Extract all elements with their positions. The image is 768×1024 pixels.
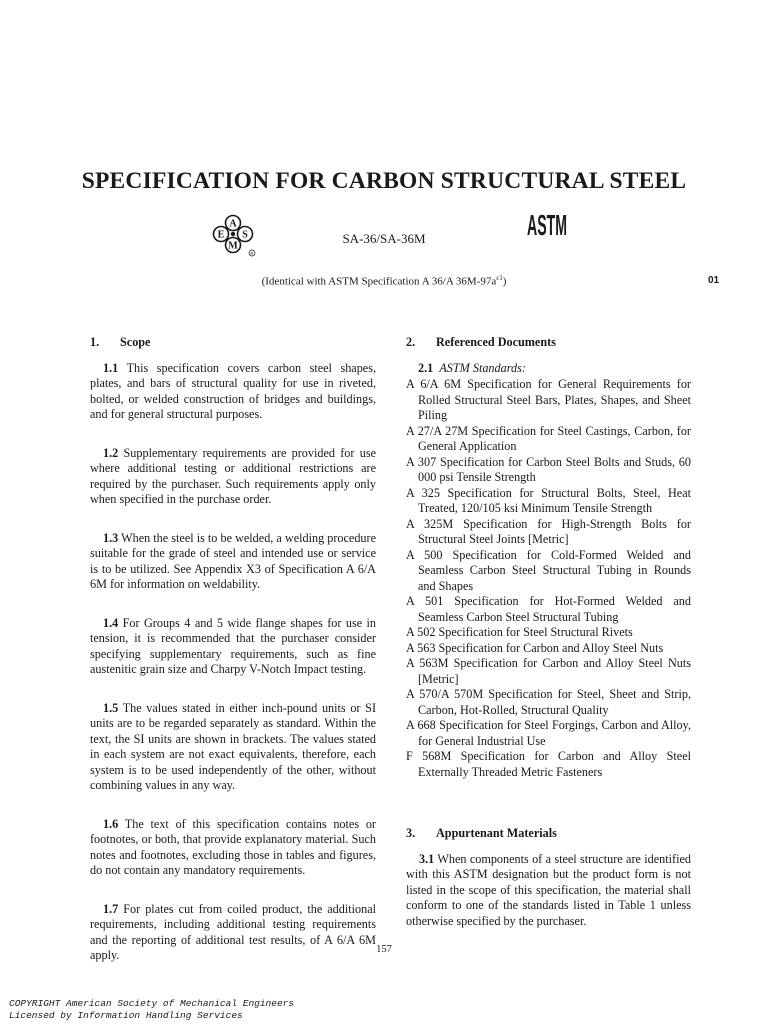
- paragraph-number: 1.2: [103, 445, 119, 460]
- paragraph-number: 1.7: [103, 901, 119, 916]
- paragraph-number: 3.1: [419, 851, 435, 866]
- paragraph-number: 1.4: [103, 615, 119, 630]
- subsection-number: 2.1: [418, 360, 434, 375]
- asme-letter-s: S: [242, 229, 248, 241]
- designation-code: SA-36/SA-36M: [342, 231, 426, 246]
- section-3-title: Appurtenant Materials: [436, 826, 557, 840]
- document-title: SPECIFICATION FOR CARBON STRUCTURAL STEEL: [81, 168, 687, 194]
- paragraph-1-2: [90, 446, 376, 508]
- copyright-line-2: Licensed by Information Handling Services: [9, 1009, 243, 1021]
- paragraph-number: 1.5: [103, 700, 119, 715]
- copyright-notice: [9, 998, 294, 1021]
- paragraph-text: This specification covers carbon steel shapes, plates, and bars of structural quality for use in riveted, bolted, or welded construction of bridges and buildings, and for general structural purposes.: [90, 360, 377, 421]
- paragraph-1-1: [90, 361, 376, 423]
- asme-letter-a: A: [229, 218, 237, 230]
- reference-item: F 568M Specification for Carbon and Alloy Steel Externally Threaded Metric Fasteners: [406, 749, 691, 779]
- paragraph-1-6: [90, 817, 376, 879]
- asme-letter-e: E: [217, 229, 225, 241]
- astm-logo-text: ASTM: [527, 209, 567, 242]
- identical-main: (Identical with ASTM Specification A 36/A 36M-97a: [261, 275, 497, 288]
- reference-item: A 502 Specification for Steel Structural Rivets: [406, 625, 633, 639]
- paragraph-text: For plates cut from coiled product, the additional requirements, including additional testing requirements and the reporting of additional test results, of A 6/A 6M apply.: [90, 901, 377, 962]
- section-2-heading: [406, 335, 691, 351]
- section-2-title: Referenced Documents: [436, 335, 556, 349]
- paragraph-1-3: [90, 531, 376, 593]
- reference-item: A 501 Specification for Hot-Formed Welded and Seamless Carbon Steel Structural Tubing: [406, 594, 691, 624]
- paragraph-text: Supplementary requirements are provided for use where additional testing or additional restrictions are required by the purchaser. Such requirements apply only when specified in the purchase order.: [90, 445, 376, 506]
- subsection-2-1: [406, 361, 691, 377]
- paragraph-number: 1.3: [103, 530, 119, 545]
- paragraph-text: When components of a steel structure are identified with this ASTM designation but the product form is not listed in the scope of this specification, the material shall conform to one of the standards listed in Table 1 unless otherwise specified by the purchaser.: [406, 851, 691, 928]
- epsilon-superscript: ε1: [496, 274, 503, 282]
- reference-item: A 563M Specification for Carbon and Alloy Steel Nuts [Metric]: [406, 656, 691, 686]
- reference-item: A 563 Specification for Carbon and Alloy Steel Nuts: [406, 640, 664, 655]
- reference-item: A 668 Specification for Steel Forgings, Carbon and Alloy, for General Industrial Use: [406, 718, 691, 748]
- identical-with-note: [0, 274, 768, 288]
- reference-item: A 325M Specification for High-Strength Bolts for Structural Steel Joints [Metric]: [406, 516, 691, 546]
- reference-item: A 500 Specification for Cold-Formed Welded and Seamless Carbon Steel Structural Tubing in Rounds and Shapes: [406, 547, 691, 593]
- astm-logo: [524, 202, 570, 250]
- reference-item: A 570/A 570M Specification for Steel, Sheet and Strip, Carbon, Hot-Rolled, Structural Quality: [406, 687, 691, 717]
- paragraph-number: 1.1: [103, 360, 119, 375]
- paragraph-1-5: [90, 701, 376, 794]
- svg-text:R: R: [250, 251, 254, 256]
- section-1-number: 1.: [90, 335, 100, 349]
- paragraph-1-4: [90, 616, 376, 678]
- paragraph-3-1: [406, 852, 691, 930]
- reference-item: A 325 Specification for Structural Bolts, Steel, Heat Treated, 120/105 ksi Minimum Tensile Strength: [406, 485, 691, 515]
- paragraph-text: The text of this specification contains notes or footnotes, or both, that provide explanatory material. Such notes and footnotes, excluding those in tables and figures, do not contain any mandatory requirements.: [90, 816, 376, 877]
- reference-item: A 27/A 27M Specification for Steel Castings, Carbon, for General Application: [406, 423, 691, 453]
- copyright-line-1: COPYRIGHT American Society of Mechanical Engineers: [9, 998, 295, 1009]
- identical-end: ): [502, 275, 507, 288]
- section-3-heading: [406, 826, 691, 842]
- section-1-heading: [90, 335, 376, 351]
- paragraph-text: The values stated in either inch-pound units or SI units are to be regarded separately as standard. Within the text, the SI units are shown in brackets. The values stated in each system are not exact equivalents, therefore, each system is to be used independently of the other, without combining values in any way.: [90, 700, 376, 792]
- reference-item: A 307 Specification for Carbon Steel Bolts and Studs, 60 000 psi Tensile Strength: [406, 454, 691, 484]
- asme-letter-m: M: [228, 240, 238, 252]
- section-3-number: 3.: [406, 826, 416, 840]
- subsection-title: ASTM Standards:: [439, 360, 526, 375]
- section-1-title: Scope: [120, 335, 151, 349]
- page-number: 157: [376, 944, 392, 955]
- margin-revision-code: 01: [708, 275, 720, 286]
- left-column: [90, 335, 376, 964]
- paragraph-number: 1.6: [103, 816, 119, 831]
- right-column: [406, 335, 691, 929]
- reference-item: A 6/A 6M Specification for General Requirements for Rolled Structural Steel Bars, Plates, Shapes, and Sheet Piling: [406, 377, 691, 422]
- section-2-number: 2.: [406, 335, 416, 349]
- paragraph-text: When the steel is to be welded, a welding procedure suitable for the grade of steel and intended use or service is to be utilized. See Appendix X3 of Specification A 6/A 6M for information on weldability.: [90, 530, 376, 591]
- paragraph-text: For Groups 4 and 5 wide flange shapes for use in tension, it is recommended that the purchaser consider specifying supplementary requirements, such as fine austenitic grain size and Charpy V-Notch Impact testing.: [90, 615, 377, 676]
